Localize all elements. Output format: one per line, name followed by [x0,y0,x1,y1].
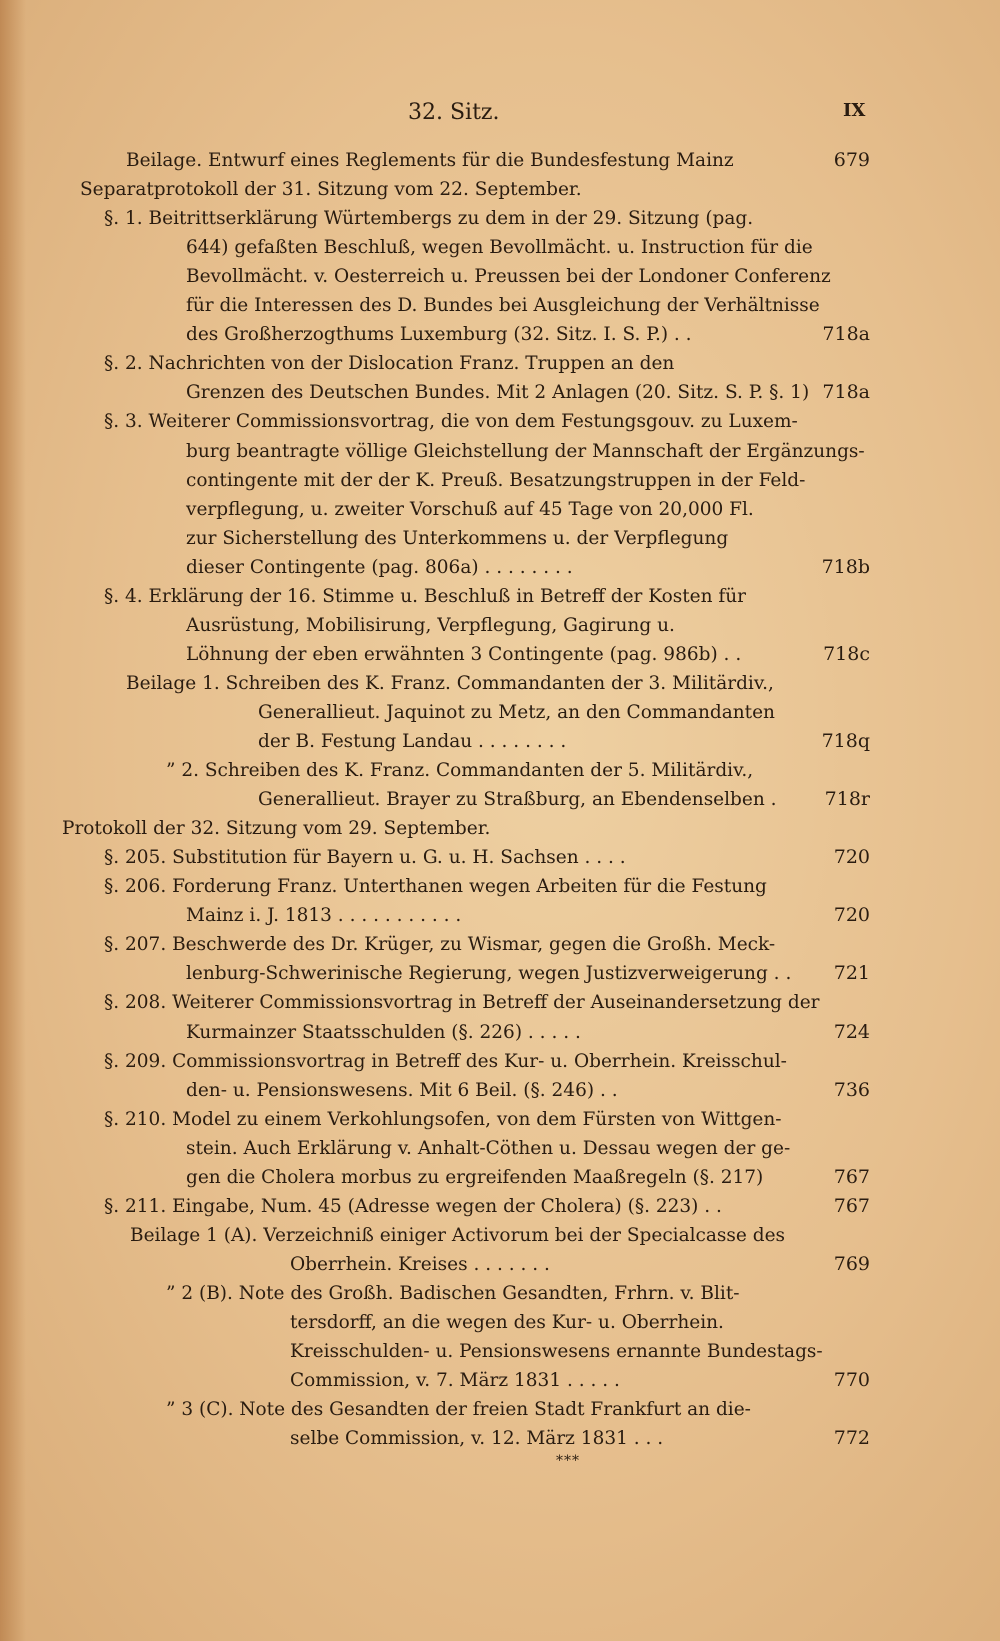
toc-entry-text: stein. Auch Erklärung v. Anhalt-Cöthen u. Dessau wegen der ge- [186,1138,791,1159]
toc-entry-text: tersdorff, an die wegen des Kur- u. Oberrhein. [290,1312,724,1333]
toc-entry-text: Ausrüstung, Mobilisirung, Verpflegung, Gagirung u. [186,615,675,636]
running-header: 32. Sitz. [408,100,500,125]
toc-entry-text: des Großherzogthums Luxemburg (32. Sitz. I. S. P.) . . [186,324,692,345]
toc-entry-text: Beilage. Entwurf eines Reglements für die Bundesfestung Mainz [126,150,734,171]
toc-entry-text: §. 3. Weiterer Commissionsvortrag, die von dem Festungsgouv. zu Luxem- [104,411,798,432]
toc-entry-page: 720 [833,846,870,868]
toc-entry-page: 718q [821,730,870,752]
toc-entry-text: ” 2 (B). Note des Großh. Badischen Gesandten, Frhrn. v. Blit- [166,1283,740,1304]
toc-entry-text: burg beantragte völlige Gleichstellung der Mannschaft der Ergänzungs- [186,441,865,462]
toc-entry-text: Protokoll der 32. Sitzung vom 29. September. [62,818,491,839]
toc-entry-page: 718b [821,556,870,578]
toc-entry-page: 769 [833,1253,870,1275]
toc-entry-text: Beilage 1. Schreiben des K. Franz. Commandanten der 3. Militärdiv., [126,673,774,694]
toc-entry-text: für die Interessen des D. Bundes bei Ausgleichung der Verhältnisse [186,295,820,316]
toc-entry-text: verpflegung, u. zweiter Vorschuß auf 45 Tage von 20,000 Fl. [186,499,754,520]
toc-entry-page: 736 [833,1079,870,1101]
toc-entry-text: dieser Contingente (pag. 806a) . . . . . . . . [186,557,573,578]
toc-entry-page: 720 [833,904,870,926]
toc-entry-text: der B. Festung Landau . . . . . . . . [258,731,567,752]
page-edge-shadow [0,0,26,1641]
toc-entry-text: Kurmainzer Staatsschulden (§. 226) . . . . . [186,1022,581,1043]
section-end-ornament: *** [556,1453,580,1469]
toc-entry-page: 767 [833,1195,870,1217]
toc-entry-page: 770 [833,1369,870,1391]
toc-entry-text: §. 209. Commissionsvortrag in Betreff des Kur- u. Oberrhein. Kreisschul- [104,1051,787,1072]
toc-entry-text: §. 206. Forderung Franz. Unterthanen wegen Arbeiten für die Festung [104,876,767,897]
page-number: IX [843,100,866,121]
toc-entry-text: §. 205. Substitution für Bayern u. G. u. H. Sachsen . . . . [104,847,626,868]
toc-entry-text: §. 4. Erklärung der 16. Stimme u. Beschluß in Betreff der Kosten für [104,586,747,607]
toc-entry-text: Separatprotokoll der 31. Sitzung vom 22. September. [80,179,582,200]
toc-entry-text: Grenzen des Deutschen Bundes. Mit 2 Anlagen (20. Sitz. S. P. §. 1) [186,382,810,403]
toc-entry-page: 718a [822,381,870,403]
toc-entry-page: 718r [824,788,870,810]
toc-entry-text: Mainz i. J. 1813 . . . . . . . . . . . [186,905,462,926]
toc-entry-text: ” 2. Schreiben des K. Franz. Commandanten der 5. Militärdiv., [166,760,754,781]
toc-entry-text: ” 3 (C). Note des Gesandten der freien Stadt Frankfurt an die- [166,1399,751,1420]
toc-entry-text: Generallieut. Jaquinot zu Metz, an den Commandanten [258,702,775,723]
toc-entry-text: Kreisschulden- u. Pensionswesens ernannte Bundestags- [290,1341,823,1362]
toc-entry-page: 718a [822,323,870,345]
toc-entry-text: Commission, v. 7. März 1831 . . . . . [290,1370,620,1391]
toc-entry-page: 772 [833,1427,870,1449]
toc-entry-page: 724 [833,1021,870,1043]
toc-entry-text: Löhnung der eben erwähnten 3 Contingente (pag. 986b) . . [186,644,742,665]
toc-entry-text: zur Sicherstellung des Unterkommens u. der Verpflegung [186,528,729,549]
toc-entry-text: Beilage 1 (A). Verzeichniß einiger Activorum bei der Specialcasse des [130,1225,786,1246]
toc-entry-text: §. 208. Weiterer Commissionsvortrag in Betreff der Auseinandersetzung der [104,992,820,1013]
toc-entry-text: lenburg-Schwerinische Regierung, wegen Justizverweigerung . . [186,963,792,984]
toc-entry-page: 718c [823,643,870,665]
toc-entry-text: §. 2. Nachrichten von der Dislocation Franz. Truppen an den [104,353,675,374]
toc-entry-page: 679 [833,149,870,171]
toc-entry-text: §. 210. Model zu einem Verkohlungsofen, von dem Fürsten von Wittgen- [104,1109,782,1130]
toc-entry-text: Bevollmächt. v. Oesterreich u. Preussen bei der Londoner Conferenz [186,266,831,287]
toc-entry-text: 644) gefaßten Beschluß, wegen Bevollmächt. u. Instruction für die [186,237,813,258]
toc-entry-page: 721 [833,962,870,984]
toc-entry-text: §. 1. Beitrittserklärung Würtembergs zu dem in der 29. Sitzung (pag. [104,208,754,229]
toc-entry-text: Generallieut. Brayer zu Straßburg, an Ebendenselben . [258,789,777,810]
toc-entry-text: gen die Cholera morbus zu ergreifenden Maaßregeln (§. 217) [186,1167,764,1188]
toc-entry-text: §. 211. Eingabe, Num. 45 (Adresse wegen der Cholera) (§. 223) . . [104,1196,722,1217]
toc-entry-text: contingente mit der der K. Preuß. Besatzungstruppen in der Feld- [186,470,806,491]
toc-entry-text: Oberrhein. Kreises . . . . . . . [290,1254,550,1275]
toc-entry-page: 767 [833,1166,870,1188]
toc-entry-text: den- u. Pensionswesens. Mit 6 Beil. (§. 246) . . [186,1080,618,1101]
toc-entry-text: selbe Commission, v. 12. März 1831 . . . [290,1428,664,1449]
toc-entry-text: §. 207. Beschwerde des Dr. Krüger, zu Wismar, gegen die Großh. Meck- [104,934,776,955]
